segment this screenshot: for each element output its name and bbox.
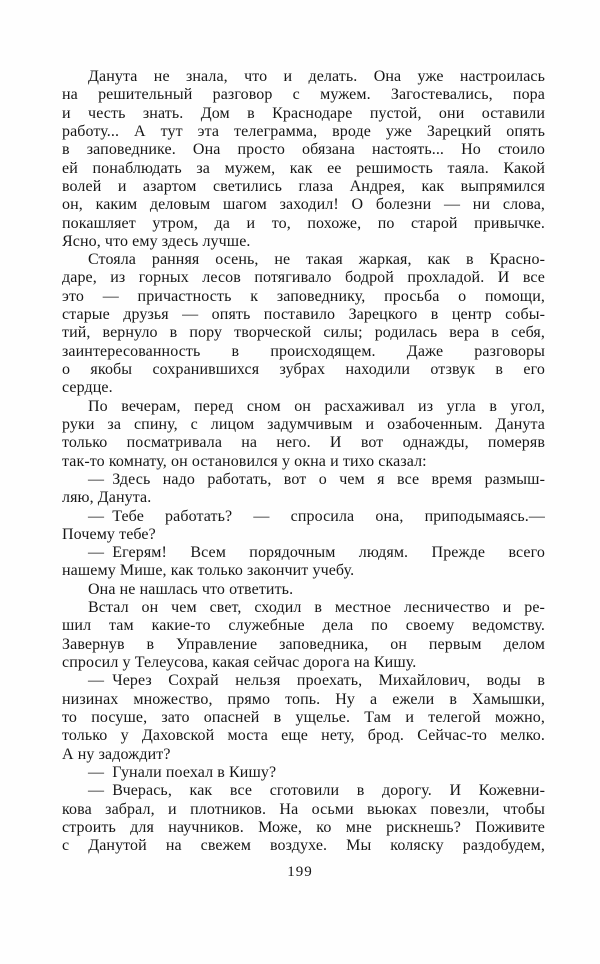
text-line: Встал он чем свет, сходил в местное лесничество и ре- bbox=[88, 599, 545, 617]
page-number: 199 bbox=[287, 864, 313, 880]
text-line: так-то комнату, он остановился у окна и тихо сказал: bbox=[62, 452, 427, 470]
text-line: на решительный разговор с мужем. Загостевались, пора bbox=[62, 86, 545, 104]
text-line: в заповеднике. Она просто обязана настоять... Но стоило bbox=[62, 141, 545, 159]
text-line: Ясно, что ему здесь лучше. bbox=[62, 232, 251, 250]
text-line: Стояла ранняя осень, не такая жаркая, как в Красно- bbox=[88, 251, 545, 269]
text-line: работу... А тут эта телеграмма, вроде уже Зарецкий опять bbox=[62, 122, 545, 140]
text-line: — Гунали поехал в Кишу? bbox=[88, 763, 277, 781]
text-line: Почему тебе? bbox=[62, 525, 156, 543]
text-line: ляю, Данута. bbox=[62, 489, 152, 507]
text-line: он, каким деловым шагом заходил! О болезни — ни слова, bbox=[62, 196, 545, 214]
text-line: и честь знать. Дом в Краснодаре пустой, они оставили bbox=[62, 104, 545, 122]
text-line: строить для научников. Може, ко мне рискнешь? Поживите bbox=[62, 818, 545, 836]
text-line: тий, вернуло в пору творческой силы; родилась вера в себя, bbox=[62, 324, 545, 342]
text-line: Завернув в Управление заповедника, он первым делом bbox=[62, 635, 545, 653]
text-line: только у Даховской моста еще нету, брод. Сейчас-то мелко. bbox=[62, 727, 545, 745]
text-line: — Здесь надо работать, вот о чем я все время размыш- bbox=[88, 470, 545, 488]
text-line: заинтересованность в происходящем. Даже разговоры bbox=[62, 342, 545, 360]
text-line: — Через Сохрай нельзя проехать, Михайлович, воды в bbox=[88, 672, 545, 690]
text-line: По вечерам, перед сном он расхаживал из угла в угол, bbox=[88, 397, 545, 415]
text-line: спросил у Телеусова, какая сейчас дорога на Кишу. bbox=[62, 654, 417, 671]
text-line: старые друзья — опять поставило Зарецкого в центр собы- bbox=[62, 306, 545, 324]
text-line: это — причастность к заповеднику, просьба о помощи, bbox=[62, 287, 545, 305]
text-line: Она не нашлась что ответить. bbox=[88, 580, 294, 598]
text-line: о якобы сохранившихся зубрах находили отзвук в его bbox=[62, 361, 545, 378]
text-line: нашему Мише, как только закончит учебу. bbox=[62, 562, 355, 580]
text-line: низинах множество, прямо топь. Ну а ежели в Хамышки, bbox=[62, 690, 545, 708]
text-line: руки за спину, с лицом задумчивым и озабоченным. Данута bbox=[62, 415, 545, 433]
text-line: сердце. bbox=[62, 379, 113, 397]
text-line: то посуше, зато опасней в ущелье. Там и телегой можно, bbox=[62, 708, 545, 726]
text-line: А ну задождит? bbox=[62, 745, 171, 763]
text-block bbox=[62, 68, 545, 855]
text-line: — Тебе работать? — спросила она, приподымаясь.— bbox=[88, 507, 545, 525]
text-line: Данута не знала, что и делать. Она уже настроилась bbox=[88, 68, 545, 85]
text-line: с Данутой на свежем воздухе. Мы коляску раздобудем, bbox=[62, 837, 545, 855]
text-line: шил там какие-то служебные дела по своему ведомству. bbox=[62, 617, 545, 635]
text-line: — Вчерась, как все сготовили в дорогу. И Кожевни- bbox=[88, 782, 545, 800]
text-line: кова забрал, и плотников. На осьми вьюках повезли, чтобы bbox=[62, 800, 545, 818]
text-line: — Егерям! Всем порядочным людям. Прежде всего bbox=[88, 544, 545, 562]
text-line: даре, из горных лесов потягивало бодрой прохладой. И все bbox=[62, 269, 545, 287]
text-line: только посматривала на него. И вот однажды, померяв bbox=[62, 434, 545, 452]
text-line: покашляет утром, да и то, похоже, по старой привычке. bbox=[62, 214, 545, 232]
text-line: волей и азартом светились глаза Андрея, как выпрямился bbox=[62, 177, 545, 195]
text-line: ей понаблюдать за мужем, как ее решимость таяла. Какой bbox=[62, 159, 545, 177]
